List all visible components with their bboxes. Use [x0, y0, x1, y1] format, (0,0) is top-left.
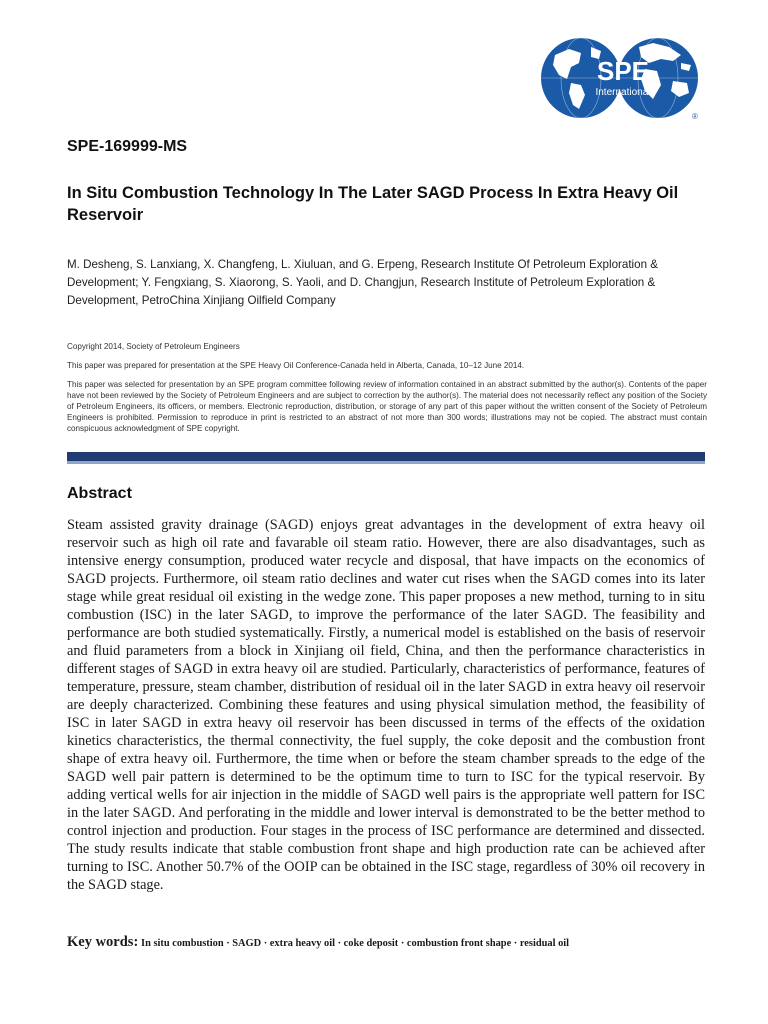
- keywords-list: In situ combustion · SAGD · extra heavy oil · coke deposit · combustion front shape · residual oil: [141, 938, 570, 949]
- paper-id: SPE-169999-MS: [67, 138, 188, 155]
- abstract-body: Steam assisted gravity drainage (SAGD) enjoys great advantages in the development of extra heavy oil reservoir such as high oil rate and favarable oil steam ratio. However, there are also disadvantages, such as intensive energy consumption, produced water recycle and disposal, that have impacts on the economics of SAGD projects. Furthermore, oil steam ratio declines and water cut rises when the SAGD comes into its later stage while great residual oil existing in the wedge zone. This paper proposes a new method, turning to in situ combustion (ISC) in the later SAGD, to improve the performance of the later SAGD. The feasibility and performance are both studied systematically. Firstly, a numerical model is established on the basis of reservoir and fluid parameters from a block in Xinjiang oil field, China, and then the performance characteristics in different stages of SAGD in extra heavy oil are studied. Particularly, characteristics of performance, features of temperature, pressure, steam chamber, distribution of residual oil in the later SAGD in extra heavy oil reservoir are deeply characterized. Combining these features and using physical simulation method, the feasibility of ISC in later SAGD in extra heavy oil reservoir has been discussed in terms of the effects of the oxidation kinetics characteristics, the thermal connectivity, the fuel supply, the coke deposit and the combustion front shape of extra heavy oil. Furthermore, the time when or before the steam chamber spreads to the edge of the SAGD well pair pattern is determined to be the optimum time to turn to ISC for the typical reservoir. By adding vertical wells for air injection in the middle of SAGD well pairs is the appropriate well pattern for ISC in the later SAGD. And perforating in the middle and lower interval is demonstrated to be the better method to control injection and production. Four stages in the process of ISC performance are determined and dissected. The study results indicate that stable combustion front shape and high production rate can be achieved after turning to ISC. Another 50.7% of the OOIP can be obtained in the ISC stage, regardless of 30% oil recovery in the SAGD stage.: [67, 517, 705, 893]
- disclaimer: This paper was selected for presentation by an SPE program committee following review of information contained in an abstract submitted by the author(s). Contents of the paper have not been reviewed by the Society of Petroleum Engineers and are subject to correction by the author(s). The material does not necessarily reflect any position of the Society of Petroleum Engineers, its officers, or members. Electronic reproduction, distribution, or storage of any part of this paper without the written consent of the Society of Petroleum Engineers is prohibited. Permission to reproduce in print is restricted to an abstract of not more than 300 words; illustrations may not be copied. The abstract must contain conspicuous acknowledgment of SPE copyright.: [67, 380, 707, 433]
- section-divider: [67, 452, 705, 464]
- paper-title: In Situ Combustion Technology In The Later SAGD Process In Extra Heavy Oil Reservoir: [67, 184, 679, 224]
- keywords: [67, 933, 717, 953]
- spe-international-logo: [541, 33, 705, 123]
- keywords-label: Key words:: [67, 934, 139, 950]
- abstract-heading: Abstract: [67, 485, 132, 502]
- registered-mark: ®: [692, 112, 698, 121]
- copyright-notice: Copyright 2014, Society of Petroleum Engineers: [67, 342, 240, 351]
- authors: M. Desheng, S. Lanxiang, X. Changfeng, L. Xiuluan, and G. Erpeng, Research Institute Of Petroleum Exploration & Development; Y. Fengxiang, S. Xiaorong, S. Yaoli, and D. Changjun, Research Institute of Petroleum Exploration & Development, PetroChina Xinjiang Oilfield Company: [67, 258, 658, 307]
- logo-spe-text: SPE: [596, 56, 650, 86]
- presentation-notice: This paper was prepared for presentation at the SPE Heavy Oil Conference-Canada held in Alberta, Canada, 10–12 June 2014.: [67, 361, 525, 370]
- logo-subtitle-text: International: [595, 87, 651, 98]
